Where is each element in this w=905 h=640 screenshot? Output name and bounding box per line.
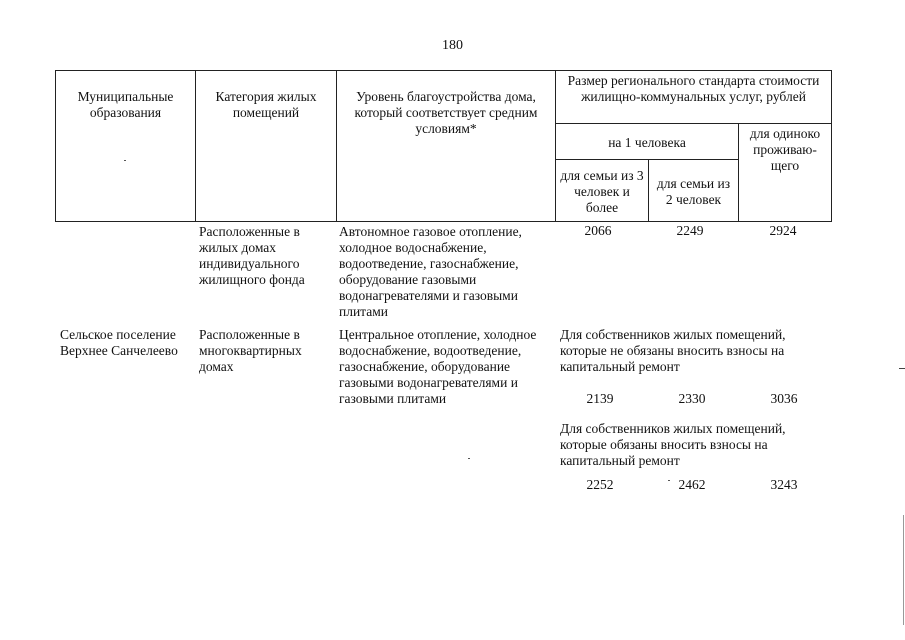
scan-mark [899,368,905,369]
municipality-name: Сельское поселение Верхнее Санчелеево [60,327,178,358]
header-municipality: Муниципальные образования [56,71,196,222]
scan-speck [668,480,670,481]
header-family2: для семьи из 2 человек [649,160,739,222]
row2-note-obliged: Для собственников жилых помещений, которые обязаны вносить взносы на капитальный ремонт [560,421,786,468]
row1-category: Расположенные в жилых домах индивидуального жилищного фонда [199,224,305,287]
row2-obliged-family2: 2462 [678,477,706,492]
header-per-person: на 1 человека [556,124,739,160]
scan-edge [903,515,904,625]
row2-not-obliged-single: 3036 [770,391,798,406]
scan-speck [124,160,126,161]
row2-category: Расположенные в многоквартирных домах [199,327,302,374]
row2-level: Центральное отопление, холодное водоснабжение, водоотведение, газоснабжение, оборудование газовыми водонагревателями и газовыми плитами [339,327,537,406]
row2-note-not-obliged: Для собственников жилых помещений, которые не обязаны вносить взносы на капитальный ремонт [560,327,786,374]
row2-not-obliged-family2: 2330 [678,391,706,406]
row1-family2: 2249 [676,223,704,238]
header-family3: для семьи из 3 человек и более [556,160,649,222]
row1-family3: 2066 [584,223,612,238]
scan-speck [468,458,470,459]
row2-obliged-single: 3243 [770,477,798,492]
header-category: Категория жилых помещений [196,71,337,222]
header-level: Уровень благоустройства дома, который соответствует средним условиям* [337,71,556,222]
row2-obliged-family3: 2252 [586,477,614,492]
page-number: 180 [442,38,463,53]
row1-single: 2924 [769,223,797,238]
row2-not-obliged-family3: 2139 [586,391,614,406]
row1-level: Автономное газовое отопление, холодное водоснабжение, водоотведение, газоснабжение, оборудование газовыми водонагревателями и газовыми плитами [339,224,522,319]
header-single: для одиноко проживаю-щего [739,124,832,222]
header-standard: Размер регионального стандарта стоимости жилищно-коммунальных услуг, рублей [556,71,832,124]
table-header [55,70,832,222]
